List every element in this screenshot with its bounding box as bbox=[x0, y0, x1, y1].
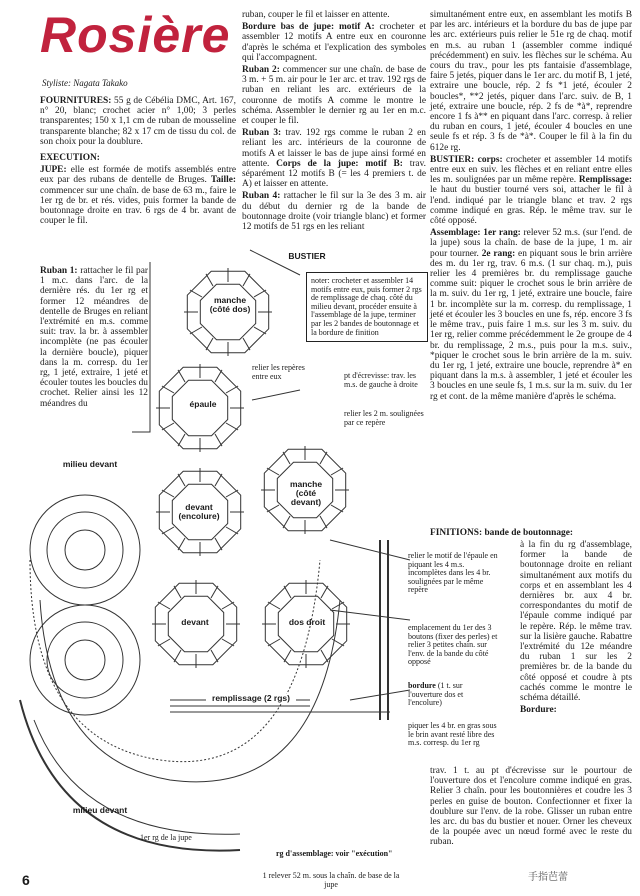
diagram-note: noter: crocheter et assembler 14 motifs entre eux, puis former 2 rgs de remplissage de chaq. côté du milieu devant, procéder ensuite à l'assemblage de la jupe, terminer par les 2 bandes de boutonnage et la bordure de finition bbox=[306, 272, 428, 342]
motif-manche-devant-stitch bbox=[283, 516, 290, 528]
ann-piquer-4br: piquer les 4 br. en gras sous le brin avant resté libre des m.s. corresp. du 1er rg bbox=[408, 721, 497, 748]
label-relever-52: 1 relever 52 m. sous la chaîn. de base de la jupe bbox=[262, 871, 400, 889]
stylist-credit: Styliste: Nagata Takako bbox=[42, 78, 128, 88]
skirt-bottom-arc-inner bbox=[34, 720, 240, 834]
bustier-body-heading: corps: bbox=[477, 154, 503, 165]
motif-devant-encolure-stitch bbox=[162, 490, 174, 497]
motif-manche-devant-stitch bbox=[331, 468, 343, 475]
skirt-body-text: trav. séparément 12 motifs B (= les 4 premiers t. de A) et laisser en attente. bbox=[242, 158, 427, 190]
motif-epaule-stitch bbox=[178, 370, 185, 382]
motif-dos-droit-stitch bbox=[284, 650, 291, 662]
row2-heading: 2e rang: bbox=[481, 248, 516, 259]
motif-devant-stitch bbox=[174, 586, 181, 598]
motif-manche-dos-stitch bbox=[254, 290, 266, 297]
motif-devant-stitch bbox=[222, 639, 234, 646]
motif-manche-devant-stitch bbox=[283, 452, 290, 464]
motif-epaule-stitch bbox=[162, 423, 174, 430]
motif-epaule-stitch bbox=[162, 386, 174, 393]
motif-manche-dos-stitch bbox=[254, 327, 266, 334]
motif-devant-stitch bbox=[211, 650, 218, 662]
ribbon2-text: commencer sur une chaîn. de base de 3 m. + 5 m. air pour le 1er arc. et trav. 192 rgs de ruban en reliant les arc. extérieurs de la couronne de motifs A comme le montre le schéma. Assembler le dernier rg au 1er en m.c. et couper le fil. bbox=[242, 65, 426, 127]
motif-devant-encolure-stitch bbox=[178, 474, 185, 486]
rg-assemblage-text: rg d'assemblage: voir "exécution" bbox=[276, 849, 393, 858]
motif-devant-encolure-stitch bbox=[226, 490, 238, 497]
edging-body: trav. 1 t. au pt d'écrevisse sur le pourtour de l'ouverture dos et l'encolure comme indiqué en gras. Relier 3 chaîn. pour les boutonnières et coudre les 3 perles en guise de bouton. Confectionner et fixer la doublure sur l'env. de la robe. Glisser un ruban entre les arc. du bas du bustier et nouer. Orner les cheveux de la poupée avec un nœud formé avec le reste du ruban. bbox=[430, 766, 632, 848]
lower-rosette-inner bbox=[47, 622, 123, 698]
label-remplissage: remplissage (2 rgs) bbox=[206, 694, 296, 703]
skirt-bottom-arc bbox=[20, 700, 240, 851]
ribbon1-body: rattacher le fil par 1 m.c. dans l'arc. de la dernière rés. du 1er rg et former 12 méandres de dentelle de Bruges en reliant l'extrémité en m.s. comme suit: trav. la br. à assembler incomplète (ne pas écouler la dernière boucle), piquer dans la m. corresp. du 1er rg, 1 jeté, extraire, 1 jeté et écouler toutes les boucles du crochet. Relier ainsi les 12 méandres du bbox=[40, 266, 149, 409]
border-heading: Bordure bas de jupe: motif A: bbox=[242, 22, 375, 33]
motif-dos-droit-stitch bbox=[321, 586, 328, 598]
bustier-label: BUSTIER bbox=[288, 251, 326, 261]
motif-devant-encolure-stitch bbox=[226, 527, 238, 534]
assembly-heading: Assemblage: 1er rang: bbox=[430, 228, 521, 239]
page-title: Rosière bbox=[40, 7, 231, 63]
motif-devant-stitch bbox=[211, 586, 218, 598]
finishing-text: à la fin du rg d'assemblage, former la bande de boutonnage droite en reliant simultanément aux motifs du corps et en assemblant les 4 dernières br. aux 4 br. correspondantes du motif de l'épaule comme indiqué par le repère. Rép. le même trav. sur la lisière gauche. Rabattre l'extrémité du 12e méandre du ruban 1 sur les 2 premières br. de la bande du côté opposé et coudre à pts cachés comme le montre le schéma détaillé. bbox=[520, 540, 632, 704]
skirt-ring-arc bbox=[40, 600, 340, 782]
ribbon4-text: rattacher le fil sur la 3e des 3 m. air du début du dernier rg de la bande de boutonnage droite (voir triangle blanc) et former 12 motifs de 51 rgs en les reliant bbox=[242, 191, 426, 233]
buttonband-heading: bande de boutonnage: bbox=[484, 528, 574, 538]
motif-manche-dos-stitch bbox=[206, 274, 213, 286]
milieu-devant-rosette-core bbox=[65, 530, 105, 570]
skirt-text: elle est formée de motifs assemblés entre eux par des rubans de dentelle de Bruges. bbox=[40, 165, 236, 186]
motif-devant-stitch bbox=[174, 650, 181, 662]
bustier-heading: BUSTIER: bbox=[430, 154, 475, 165]
ribbon4-heading: Ruban 4: bbox=[242, 191, 281, 202]
motif-dos-droit-stitch bbox=[321, 650, 328, 662]
label-premier-rg-jupe: 1er rg de la jupe bbox=[140, 833, 192, 842]
motif-dos-droit-stitch bbox=[268, 639, 280, 646]
supplies-heading: FOURNITURES: bbox=[40, 96, 112, 106]
label-devant: devant bbox=[181, 617, 209, 627]
ann-bordure bbox=[408, 682, 498, 708]
motif-manche-devant-stitch bbox=[267, 505, 279, 512]
ann-emplacement-boutons: emplacement du 1er des 3 boutons (fixer des perles) et relier 3 petites chaîn. sur l'env. de la bande du côté opposé bbox=[408, 623, 498, 667]
motif-manche-devant-stitch bbox=[320, 452, 327, 464]
row2-text: en piquant sous le brin arrière des m. du 1er rg, trav. 6 m.s. (1 sur chaq. m.), puis relier les 4 premières br. du remplissage gauche comme suit: piquer le crochet sous le brin arrière de la m. suiv. du 1er rg, 1 jeté, extraire une boucle, faire 1 br. incomplète sur la m. corresp. du remplissage, 1 jeté et écouler les 3 boucles en une fs, rép. encore 3 fs le même trav., puis faire 1 m.s. sur les 3 m. suiv. du 1er rg, relier comme précédemment le 2e groupe de 4 br. du remplissage, 2 m.s., puis pour la m.s. suiv., *piquer le crochet sous le brin arrière de la m. suiv. du 1er rg, 1 jeté, extraire une boucle, reprendre à* en piquant dans la m.s. à assembler, 1 jeté et écouler les 3 boucles en une seule fs, 1 m.s. sur la m. suiv. du 1er rg et cont. de la même manière d'après le schéma. bbox=[430, 248, 633, 402]
page-number: 6 bbox=[22, 872, 30, 888]
motif-epaule-stitch bbox=[178, 434, 185, 446]
motif-devant-encolure-stitch bbox=[215, 474, 222, 486]
filling-text: le haut du bustier tourné vers soi, attacher le fil à l'end. indiqué par le triangle blanc et trav. 2 rgs comme indiqué en gras. Rép. le même trav. sur le côté opposé. bbox=[430, 185, 632, 227]
motif-epaule-stitch bbox=[226, 386, 238, 393]
filling-heading: Remplissage: bbox=[578, 175, 633, 186]
supplies-text: 55 g de Cébélia DMC, Art. 167, n° 20, blanc; crochet acier n° 1,00; 3 perles transparentes; 150 x 1,1 cm de ruban de mousseline transparente blanche; 82 x 17 cm de tissu du col. de son choix pour la doublure. bbox=[40, 96, 237, 147]
motif-manche-dos-stitch bbox=[190, 327, 202, 334]
label-epaule: épaule bbox=[189, 399, 217, 409]
ann-relier-reperes: relier les repères entre eux bbox=[252, 363, 305, 381]
lower-rosette-core bbox=[65, 640, 105, 680]
half-circle-motif bbox=[30, 495, 140, 715]
ann-relier-motif-epaule: relier le motif de l'épaule en piquant les 4 m.s. incomplètes dans les 4 br. soulignées par le même repère bbox=[408, 551, 498, 595]
ribbon1-heading: Ruban 1: bbox=[40, 266, 78, 276]
watermark: 手指芭蕾 bbox=[528, 872, 568, 883]
label-dos-droit: dos droit bbox=[288, 617, 326, 627]
right-p1: simultanément entre eux, en assemblant les motifs B par les arc. intérieurs et la bordure du bas de jupe par les arc. extérieurs puis relier le 51e rg de chaq. motif en m.s. au ruban 1 (assembler comme indiqué précédemment) en suiv. les flèches sur le schéma. Au cours du trav., pour les pts fantaisie d'assemblage, faire 5 jetés, piquer dans le 1er arc. du motif B, 1 jeté, extraire une boucle, rép. 2 fs *1 jeté, écouler 2 boucles*, **2 jetés, piquer dans l'arc. suiv. de B, 1 jeté, extraire une boucle, rép. 2 fs de *à*, reprendre encore 1 fs à** en piquant dans l'arc. corresp. à relier du ruban en cours, 1 jeté, écouler 4 boucles en une seule fs et rép. 3 fs de *à*. Couper le fil à la fin du 612e rg. bbox=[430, 10, 633, 153]
motif-devant-stitch bbox=[222, 602, 234, 609]
mid-p1: ruban, couper le fil et laisser en attente. bbox=[242, 10, 390, 20]
bordure-note: (1 t. sur l'ouverture dos et l'encolure) bbox=[408, 681, 464, 708]
label-devant-encolure: devant (encolure) bbox=[178, 502, 220, 521]
motif-dos-droit-stitch bbox=[284, 586, 291, 598]
waist-text: commencer sur une chaîn. de base de 63 m., faire le 1er rg de br. et rés. vides, puis former la bande de boutonnage droite en trav. 6 rgs de 4 br. avant de couper le fil. bbox=[40, 185, 236, 227]
motif-devant-stitch bbox=[158, 602, 170, 609]
waist-heading: Taille: bbox=[210, 175, 237, 186]
ann-pt-ecrevisse: pt d'écrevisse: trav. les m.s. de gauche à droite bbox=[344, 371, 418, 389]
button-band bbox=[380, 540, 388, 720]
label-rg-assemblage bbox=[276, 850, 426, 859]
motif-devant-encolure-stitch bbox=[178, 538, 185, 550]
ribbon3-text: trav. 192 rgs comme le ruban 2 en reliant les arc. intérieurs de la couronne de motifs A et laisser le bas de jupe ainsi formé en attente. bbox=[242, 128, 426, 169]
edging-heading: Bordure: bbox=[520, 705, 557, 716]
ann-relier-2m: relier les 2 m. soulignées par ce repère bbox=[344, 409, 424, 427]
ribbon1-outline bbox=[132, 262, 150, 432]
label-milieu-devant-top: milieu devant bbox=[62, 459, 118, 469]
motif-manche-devant-stitch bbox=[267, 468, 279, 475]
motif-epaule-stitch bbox=[215, 370, 222, 382]
motif-devant-stitch bbox=[158, 639, 170, 646]
milieu-devant-rosette-inner bbox=[47, 512, 123, 588]
motif-manche-dos-stitch bbox=[243, 338, 250, 350]
motif-devant-encolure-stitch bbox=[162, 527, 174, 534]
ribbon3-heading: Ruban 3: bbox=[242, 128, 282, 139]
label-manche-devant: manche (côté devant) bbox=[289, 479, 323, 507]
motif-manche-devant-stitch bbox=[320, 516, 327, 528]
execution-heading: EXECUTION: bbox=[40, 153, 100, 164]
motif-epaule-stitch bbox=[226, 423, 238, 430]
skirt-body-heading: Corps de la jupe: motif B: bbox=[276, 158, 403, 169]
motif-manche-dos-stitch bbox=[206, 338, 213, 350]
assembly-text: relever 52 m.s. (sur l'end. de la jupe) sous la chaîn. de base de la jupe, 1 m. air pour tourner. bbox=[430, 228, 633, 259]
skirt-heading: JUPE: bbox=[40, 165, 67, 176]
bordure-bold: bordure bbox=[408, 681, 436, 690]
finishing-heading: FINITIONS: bbox=[430, 528, 483, 538]
border-text: crocheter et assembler 12 motifs A entre eux en couronne d'après le schéma et l'explication des symboles qui l'accompagnent. bbox=[242, 22, 427, 63]
motif-dos-droit-stitch bbox=[268, 602, 280, 609]
motif-manche-dos-stitch bbox=[243, 274, 250, 286]
label-manche-dos: manche (côté dos) bbox=[209, 295, 251, 314]
motif-manche-dos-stitch bbox=[190, 290, 202, 297]
motif-manche-devant-stitch bbox=[331, 505, 343, 512]
bustier-body-text: crocheter et assembler 14 motifs entre eux en suiv. les flèches et en reliant entre elles les m. soulignées par un même repère. bbox=[430, 154, 632, 186]
ribbon2-heading: Ruban 2: bbox=[242, 65, 280, 76]
label-milieu-devant-bottom: milieu devant bbox=[72, 805, 128, 815]
motif-devant-encolure-stitch bbox=[215, 538, 222, 550]
motif-dos-droit-stitch bbox=[332, 602, 344, 609]
motif-epaule-stitch bbox=[215, 434, 222, 446]
